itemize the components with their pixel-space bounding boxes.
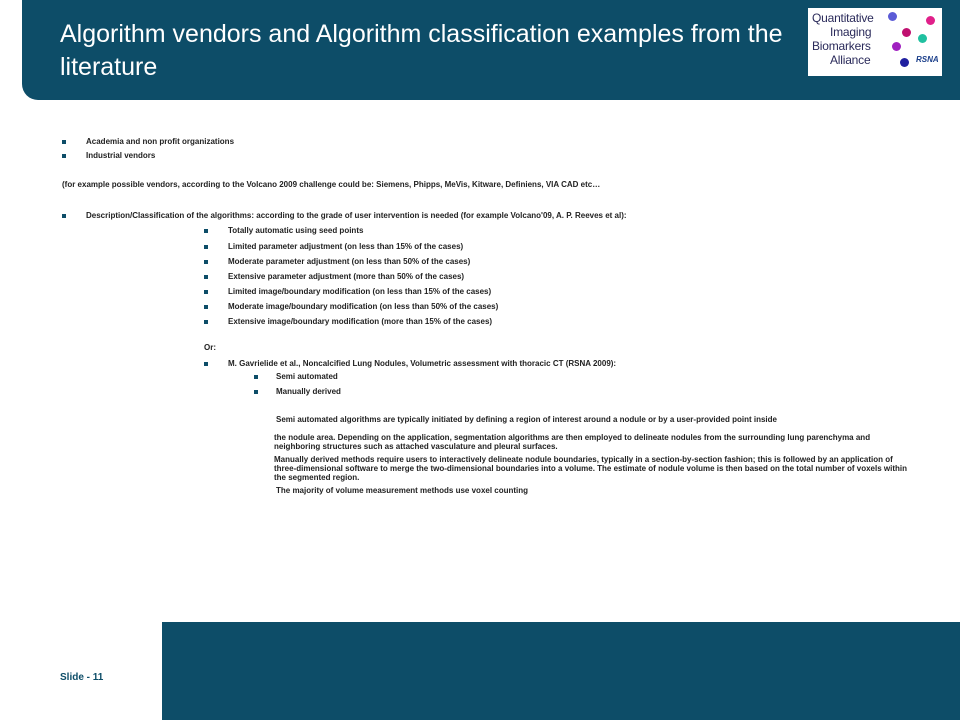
classification-item: Totally automatic using seed points [228,226,364,235]
classification-item: Extensive parameter adjustment (more than 50% of the cases) [228,272,465,281]
vendor-item: Academia and non profit organizations [86,137,235,146]
footer-band [162,622,960,720]
classification-item: Limited parameter adjustment (on less than 15% of the cases) [228,242,464,251]
bullet-icon [204,245,208,249]
bullet-icon [204,229,208,233]
bullet-icon [62,154,66,158]
classification-item: Limited image/boundary modification (on less than 15% of the cases) [228,287,492,296]
vendor-item: Industrial vendors [86,151,156,160]
paragraph: The majority of volume measurement methods use voxel counting [276,486,529,495]
paragraph: Semi automated algorithms are typically initiated by defining a region of interest around a nodule or by a user-provided point inside [276,415,777,424]
vendor-example: (for example possible vendors, according to the Volcano 2009 challenge could be: Siemens, Phipps, MeVis, Kitware, Definiens, VIA CAD etc… [62,180,601,189]
bullet-icon [204,275,208,279]
bullet-icon [204,290,208,294]
logo-line-2: Imaging [830,25,872,39]
logo-line-3: Biomarkers [812,39,871,53]
bullet-icon [204,260,208,264]
classification-item: Moderate image/boundary modification (on less than 50% of the cases) [228,302,499,311]
reference-item: Manually derived [276,387,341,396]
paragraph: the nodule area. Depending on the application, segmentation algorithms are then employed to delineate nodules from the surrounding lung parenchyma and neighboring structures such as attached vasculature and pleural surfaces. [274,433,871,451]
slide-title: Algorithm vendors and Algorithm classification examples from the literature [60,20,783,81]
or-label: Or: [204,343,216,352]
bullet-icon [254,390,258,394]
classification-item: Moderate parameter adjustment (on less than 50% of the cases) [228,257,471,266]
rsna-badge: RSNA [916,55,939,64]
bullet-icon [204,320,208,324]
classification-item: Extensive image/boundary modification (more than 15% of the cases) [228,317,493,326]
bullet-icon [204,305,208,309]
reference-item: Semi automated [276,372,338,381]
bullet-icon [62,140,66,144]
reference-text: M. Gavrielide et al., Noncalcified Lung Nodules, Volumetric assessment with thoracic CT (RSNA 2009): [228,359,617,368]
bullet-icon [254,375,258,379]
bullet-icon [62,214,66,218]
bullet-icon [204,362,208,366]
logo-line-4: Alliance [830,53,871,67]
paragraph: Manually derived methods require users to interactively delineate nodule boundaries, typically in a section-by-section fashion; this is followed by an application of three-dimensional software to merge the two-dimensional boundaries into a volume. The estimate of nodule volume is then based on the total number of voxels within the segmented region. [274,455,907,482]
slide-number: Slide - 11 [60,672,104,683]
classification-heading: Description/Classification of the algorithms: according to the grade of user intervention is needed (for example Volcano'09, A. P. Reeves et al): [86,211,627,220]
logo-line-1: Quantitative [812,11,874,25]
